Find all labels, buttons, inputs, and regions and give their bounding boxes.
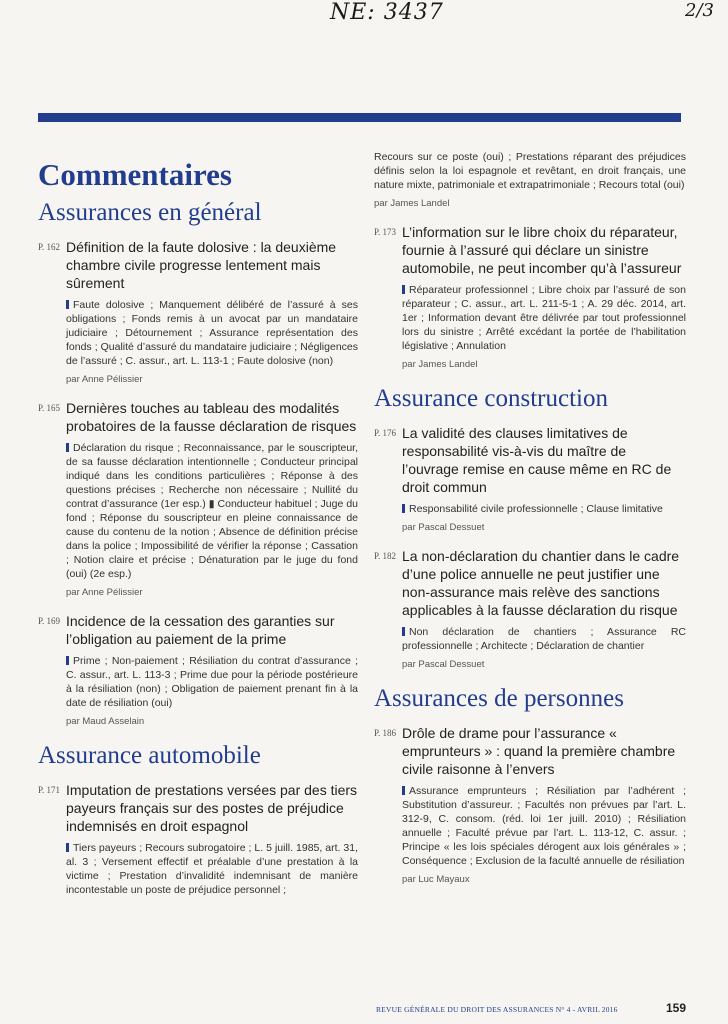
entry-keywords: Déclaration du risque ; Reconnaissance, par le souscripteur, de sa fausse déclaration intentionnelle ; Conducteur principal indiqué dans les conditions particulières ; Réponse à des questions précises ; Recherche non nécessaire ; Nullité du contrat d’assurance (1er esp.) ▮ Conducteur habituel ; Juge du fond ; Réponse du souscripteur en pleine connaissance de cause du contenu de la notion ; Absence de définition précise dans la police ; Impossibilité de vérifier la réponse ; Cassation ; Notion claire et précise ; Dénaturation par le juge du fond (oui) (2e esp.) bbox=[66, 442, 358, 580]
page-footer bbox=[376, 1001, 686, 1015]
summary-entry bbox=[38, 238, 358, 385]
summary-entry bbox=[374, 223, 686, 370]
entry-body bbox=[374, 625, 686, 670]
keyword-marker bbox=[402, 786, 405, 795]
entry-author: par Anne Pélissier bbox=[66, 587, 143, 598]
entry-title: Drôle de drame pour l’assurance « emprunteurs » : quand la première chambre civile raisonne à l’envers bbox=[402, 725, 676, 777]
summary-entry bbox=[374, 547, 686, 670]
right-sections bbox=[374, 384, 686, 885]
page-reference: P. 186 bbox=[374, 728, 397, 738]
entry-title: La non-déclaration du chantier dans le cadre d’une police annuelle ne peut justifier une non-assurance mais relève des sanctions applicables à la fausse déclaration du risque bbox=[402, 548, 680, 618]
section bbox=[374, 384, 686, 670]
entry-heading bbox=[38, 399, 358, 435]
entry-author: par James Landel bbox=[402, 359, 478, 370]
page-reference: P. 182 bbox=[374, 551, 397, 561]
entry-author: par Luc Mayaux bbox=[402, 874, 470, 885]
section bbox=[374, 684, 686, 885]
section-title: Assurance construction bbox=[374, 385, 608, 412]
keyword-marker bbox=[66, 656, 69, 665]
summary-entry bbox=[374, 724, 686, 885]
page-reference: P. 171 bbox=[38, 785, 61, 795]
entry-body bbox=[38, 654, 358, 727]
summary-entry bbox=[38, 612, 358, 727]
right-first-entries bbox=[374, 223, 686, 370]
entry-body bbox=[374, 502, 686, 533]
right-column bbox=[374, 150, 686, 899]
page-reference: P. 169 bbox=[38, 616, 61, 626]
entry-keywords-block bbox=[66, 841, 358, 897]
entry-heading bbox=[374, 724, 686, 778]
page-reference: P. 165 bbox=[38, 403, 61, 413]
handwritten-reference: NE: 3437 bbox=[330, 0, 444, 25]
section-title: Assurances de personnes bbox=[374, 685, 624, 712]
entry-keywords: Recours sur ce poste (oui) ; Prestations réparant des préjudices définis selon la loi espagnole et revêtant, en droit français, une nature mixte, patrimoniale et extrapatrimoniale ; Recours total (oui) bbox=[374, 151, 686, 191]
entry-keywords-block bbox=[66, 441, 358, 581]
entry-body bbox=[38, 298, 358, 385]
page-number: 159 bbox=[665, 1001, 686, 1015]
keyword-marker bbox=[402, 627, 405, 636]
entry-heading bbox=[374, 223, 686, 277]
entry-keywords-block bbox=[66, 654, 358, 710]
left-sections bbox=[38, 198, 358, 897]
section-title: Assurance automobile bbox=[38, 742, 261, 769]
section-title: Assurances en général bbox=[38, 199, 262, 226]
summary-entry bbox=[374, 424, 686, 533]
summary-entry bbox=[38, 399, 358, 598]
entry-keywords-block bbox=[402, 283, 686, 353]
entry-body bbox=[38, 441, 358, 598]
entry-keywords-block bbox=[402, 625, 686, 653]
entry-keywords-block bbox=[402, 784, 686, 868]
page-reference: P. 176 bbox=[374, 428, 397, 438]
entry-heading bbox=[38, 781, 358, 835]
entry-keywords: Prime ; Non-paiement ; Résiliation du contrat d’assurance ; C. assur., art. L. 113-3 ; Prime due pour la période postérieure à la résiliation (non) ; Obligation de paiement prenant fin à la date de résiliation (oui) bbox=[66, 655, 358, 709]
entry-author: par Anne Pélissier bbox=[66, 374, 143, 385]
entry-body bbox=[374, 784, 686, 885]
entry-title: La validité des clauses limitatives de responsabilité vis-à-vis du maître de l’ouvrage remise en cause même en RC de droit commun bbox=[402, 425, 672, 495]
entry-author: par Maud Asselain bbox=[66, 716, 145, 727]
entry-title: Définition de la faute dolosive : la deuxième chambre civile progresse lentement mais sûrement bbox=[66, 239, 337, 291]
entry-heading bbox=[38, 238, 358, 292]
entry-title: Dernières touches au tableau des modalités probatoires de la fausse déclaration de risques bbox=[66, 400, 357, 434]
entry-keywords-block bbox=[402, 502, 686, 516]
keyword-marker bbox=[66, 300, 69, 309]
entry-author: par Pascal Dessuet bbox=[402, 659, 485, 670]
continued-entry bbox=[374, 150, 686, 209]
header-rule bbox=[38, 113, 681, 122]
page-reference: P. 173 bbox=[374, 227, 397, 237]
entry-body bbox=[38, 841, 358, 897]
summary-entry bbox=[38, 781, 358, 897]
journal-name: REVUE GÉNÉRALE DU DROIT DES ASSURANCES N° 4 - AVRIL 2016 bbox=[376, 1005, 618, 1014]
keyword-marker bbox=[402, 285, 405, 294]
entry-heading bbox=[38, 612, 358, 648]
entry-body bbox=[374, 283, 686, 370]
entry-keywords: Non déclaration de chantiers ; Assurance RC professionnelle ; Architecte ; Déclaration de chantier bbox=[402, 626, 686, 652]
entry-title: Incidence de la cessation des garanties sur l’obligation au paiement de la prime bbox=[66, 613, 335, 647]
entry-author: par James Landel bbox=[374, 198, 450, 209]
entry-author: par Pascal Dessuet bbox=[402, 522, 485, 533]
page-title: Commentaires bbox=[38, 157, 232, 192]
keyword-marker bbox=[402, 504, 405, 513]
entry-keywords: Faute dolosive ; Manquement délibéré de l’assuré à ses obligations ; Fonds remis à un avocat par un mandataire judiciaire ; Détournement ; Assurance représentation des fonds ; Qualité d’assuré du mandataire judiciaire ; Négligences de l’assuré ; C. assur., art. L. 113-1 ; Faute dolosive (non) bbox=[66, 299, 358, 367]
entry-keywords: Responsabilité civile professionnelle ; Clause limitative bbox=[409, 503, 663, 515]
keyword-marker bbox=[66, 443, 69, 452]
entry-keywords-block bbox=[66, 298, 358, 368]
entry-heading bbox=[374, 547, 686, 619]
section bbox=[38, 198, 358, 727]
page-reference: P. 162 bbox=[38, 242, 61, 252]
entry-title: L’information sur le libre choix du réparateur, fournie à l’assuré qui déclare un sinistre automobile, ne peut incomber qu’à l’assureur bbox=[402, 224, 682, 276]
left-column bbox=[38, 150, 358, 911]
handwritten-corner-mark: 2/3 bbox=[685, 0, 714, 21]
entry-title: Imputation de prestations versées par des tiers payeurs français sur des postes de préjudice indemnisés en droit espagnol bbox=[66, 782, 358, 834]
entry-keywords: Assurance emprunteurs ; Résiliation par l’adhérent ; Substitution d’assureur. ; Facultés non prévues par l’art. L. 312-9, C. consom. (réd. loi 1er juill. 2010) ; Résiliation annuelle ; Faculté prévue par l’art. L. 113-12, C. assur. ; Principe « les lois spéciales dérogent aux lois générales » ; Conséquence ; Exclusion de la faculté annuelle de résiliation bbox=[402, 785, 686, 867]
entry-keywords: Tiers payeurs ; Recours subrogatoire ; L. 5 juill. 1985, art. 31, al. 3 ; Versement effectif et préalable d’une prestation à la victime ; Prestation d’invalidité indemnisant de manière incontestable un poste de préjudice personnel ; bbox=[66, 842, 358, 896]
section bbox=[38, 741, 358, 897]
keyword-marker bbox=[66, 843, 69, 852]
entry-keywords: Réparateur professionnel ; Libre choix par l’assuré de son réparateur ; C. assur., art. L. 211-5-1 ; A. 29 déc. 2014, art. 1er ; Information devant être délivrée par tout professionnel lors du sinistre ; Arrêté excédant la portée de l’habilitation législative ; Annulation bbox=[402, 284, 686, 352]
entry-heading bbox=[374, 424, 686, 496]
